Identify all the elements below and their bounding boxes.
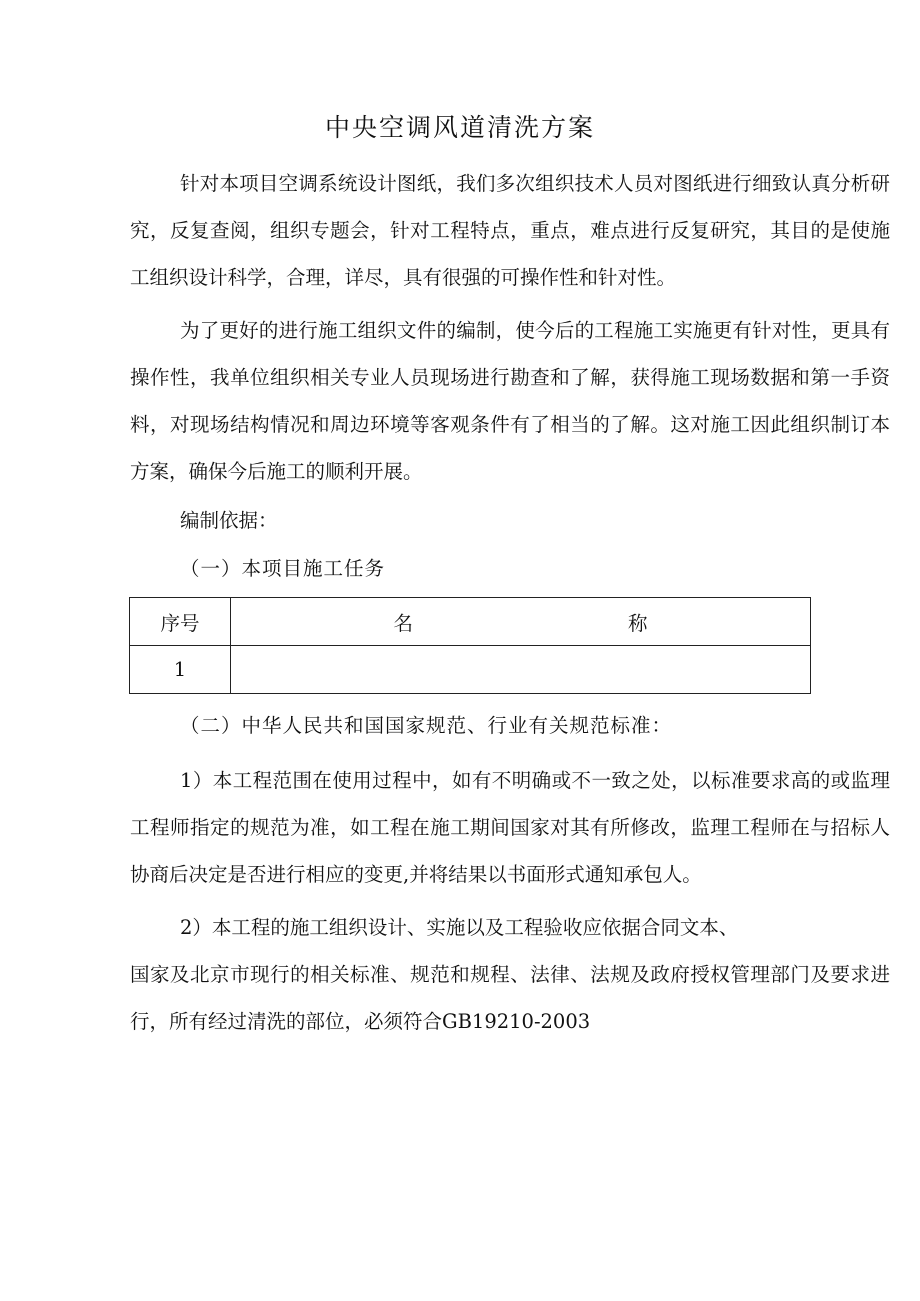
header-name-char-2: 称 bbox=[628, 611, 648, 635]
row-seq: 1 bbox=[130, 646, 231, 694]
header-name-char-1: 名 bbox=[393, 611, 413, 635]
task-table bbox=[129, 597, 811, 694]
header-name bbox=[231, 598, 811, 646]
section-heading-1: （一）本项目施工任务 bbox=[180, 557, 386, 580]
paragraph-item-1: 1）本工程范围在使用过程中，如有不明确或不一致之处，以标准要求高的或监理工程师指定的规范为准，如工程在施工期间国家对其有所修改，监理工程师在与招标人协商后决定是否进行相应的变更,并将结果以书面形式通知承包人。 bbox=[130, 769, 890, 886]
paragraph-intro: 针对本项目空调系统设计图纸，我们多次组织技术人员对图纸进行细致认真分析研究，反复查阅，组织专题会，针对工程特点，重点，难点进行反复研究，其目的是使施工组织设计科学，合理，详尽，具有很强的可操作性和针对性。 bbox=[130, 172, 890, 289]
table-row bbox=[130, 646, 811, 694]
header-seq: 序号 bbox=[130, 598, 231, 646]
basis-label: 编制依据： bbox=[180, 509, 278, 532]
paragraph-preparation: 为了更好的进行施工组织文件的编制，使今后的工程施工实施更有针对性，更具有操作性，我单位组织相关专业人员现场进行勘查和了解，获得施工现场数据和第一手资料，对现场结构情况和周边环境等客观条件有了相当的了解。这对施工因此组织制订本方案，确保今后施工的顺利开展。 bbox=[130, 319, 890, 483]
section-heading-2: （二）中华人民共和国国家规范、行业有关规范标准： bbox=[180, 714, 673, 737]
document-title: 中央空调风道清洗方案 bbox=[324, 113, 595, 142]
row-name bbox=[231, 646, 811, 694]
table-header-row bbox=[130, 598, 811, 646]
paragraph-item-2: 2）本工程的施工组织设计、实施以及工程验收应依据合同文本、 bbox=[180, 916, 739, 939]
paragraph-item-2-continued: 国家及北京市现行的相关标准、规范和规程、法律、法规及政府授权管理部门及要求进行，所有经过清洗的部位，必须符合GB19210-2003 bbox=[130, 963, 890, 1033]
